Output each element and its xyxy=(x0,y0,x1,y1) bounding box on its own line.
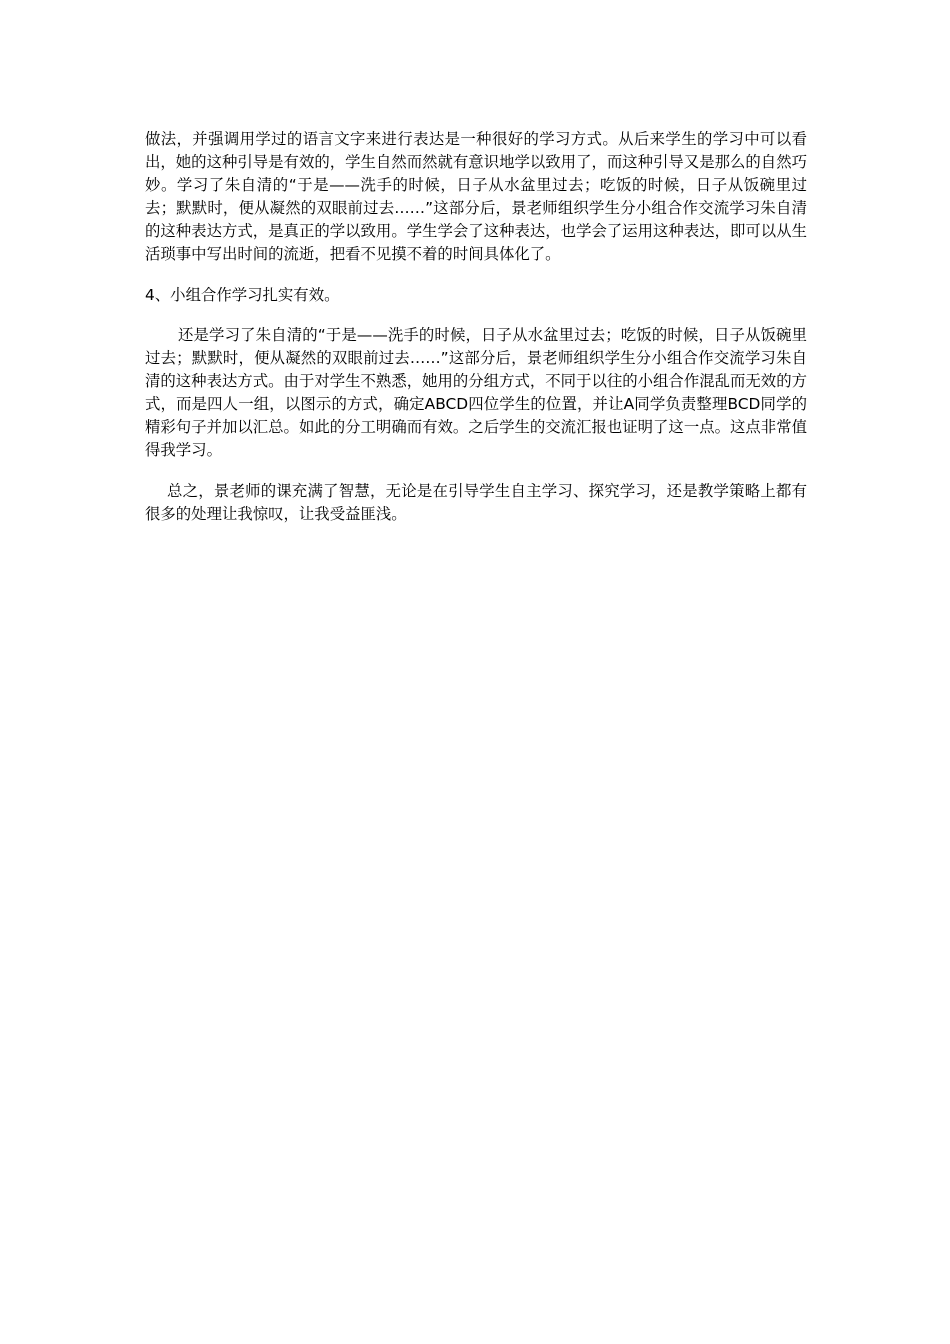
paragraph-teaching-method: 做法，并强调用学过的语言文字来进行表达是一种很好的学习方式。从后来学生的学习中可以看出，她的这种引导是有效的，学生自然而然就有意识地学以致用了，而这种引导又是那么的自然巧妙。学习了朱自清的“于是——洗手的时候，日子从水盆里过去；吃饭的时候，日子从饭碗里过去；默默时，便从凝然的双眼前过去……”这部分后，景老师组织学生分小组合作交流学习朱自清的这种表达方式，是真正的学以致用。学生学会了这种表达，也学会了运用这种表达，即可以从生活琐事中写出时间的流逝，把看不见摸不着的时间具体化了。 xyxy=(145,130,807,264)
paragraph-group-cooperation: 还是学习了朱自清的“于是——洗手的时候，日子从水盆里过去；吃饭的时候，日子从饭碗里过去；默默时，便从凝然的双眼前过去……”这部分后，景老师组织学生分小组合作交流学习朱自清的这种表达方式。由于对学生不熟悉，她用的分组方式，不同于以往的小组合作混乱而无效的方式，而是四人一组，以图示的方式，确定ABCD四位学生的位置，并让A同学负责整理BCD同学的精彩句子并加以汇总。如此的分工明确而有效。之后学生的交流汇报也证明了这一点。这点非常值得我学习。 xyxy=(145,325,807,460)
document-body xyxy=(145,128,807,526)
paragraph-conclusion: 总之，景老师的课充满了智慧，无论是在引导学生自主学习、探究学习，还是教学策略上都有很多的处理让我惊叹，让我受益匪浅。 xyxy=(145,482,807,524)
section-heading-group-learning: 4、小组合作学习扎实有效。 xyxy=(145,285,340,304)
